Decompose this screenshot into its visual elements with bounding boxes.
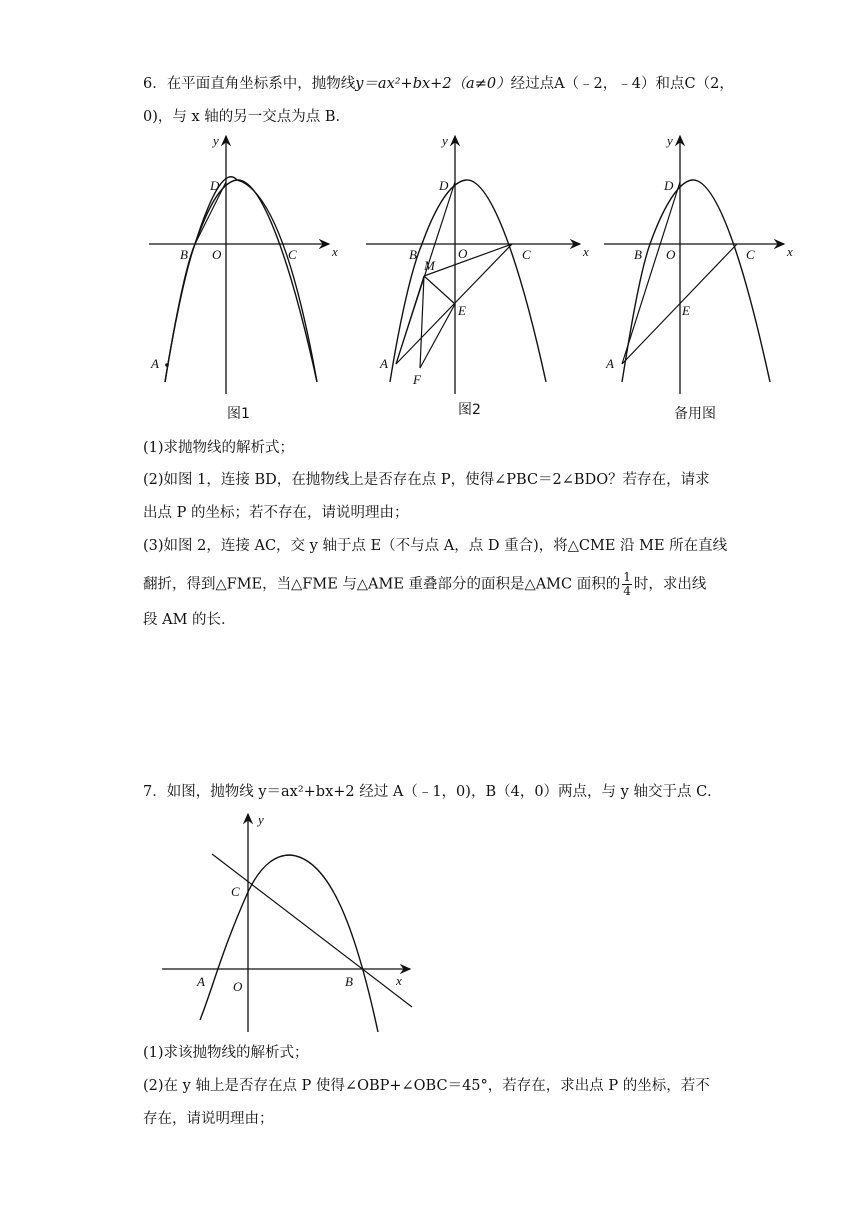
q7-part2-line2: 存在，请说明理由； (143, 1111, 274, 1127)
q6-part3-line1: (3)如图 2，连接 AC，交 y 轴于点 E（不与点 A，点 D 重合)，将△CME 沿 ME 所在直线 (143, 538, 728, 554)
svg-text:F: F (413, 372, 421, 387)
q6-figure-1 (143, 132, 343, 422)
q6-stem-line2: 0)，与 x 轴的另一交点为点 B． (143, 109, 351, 125)
svg-text:E: E (682, 303, 690, 318)
svg-text:x: x (787, 244, 793, 259)
svg-text:C: C (288, 247, 297, 262)
q7-figure (160, 810, 430, 1040)
svg-text:O: O (212, 247, 222, 262)
q7-part2-line1: (2)在 y 轴上是否存在点 P 使得∠OBP+∠OBC＝45°，若存在，求出点 P 的坐标，若不 (143, 1078, 710, 1094)
point-A (165, 363, 169, 367)
svg-text:B: B (180, 247, 188, 262)
q6-part3-line2: 翻折，得到△FME，当△FME 与△AME 重叠部分的面积是△AMC 面积的 $\frac{1}{4}$ 时，求出线 (143, 570, 707, 598)
svg-text:C: C (522, 247, 531, 262)
svg-text:备用图: 备用图 (674, 406, 716, 422)
parabola (165, 177, 317, 382)
svg-text:M: M (424, 258, 435, 273)
svg-text:C: C (746, 247, 755, 262)
q6-part1: (1)求抛物线的解析式； (143, 440, 295, 456)
svg-text:A: A (380, 356, 388, 371)
svg-text:O: O (666, 247, 676, 262)
svg-text:图1: 图1 (227, 406, 250, 422)
q7-part1: (1)求该抛物线的解析式； (143, 1045, 309, 1061)
svg-text:y: y (258, 812, 264, 827)
svg-text:x: x (583, 244, 589, 259)
svg-text:x: x (332, 244, 338, 259)
svg-text:O: O (233, 979, 243, 994)
q7-stem: 7．如图，抛物线 y＝ax²+bx+2 经过 A（﹣1，0)，B（4，0）两点，与 y 轴交于点 C． (143, 784, 722, 800)
svg-text:A: A (197, 974, 205, 989)
q6-part3-line3: 段 AM 的长． (143, 612, 236, 628)
svg-text:D: D (439, 178, 449, 193)
svg-text:图2: 图2 (458, 402, 481, 418)
fraction-one-quarter: $\frac{1}{4}$ (623, 570, 631, 598)
svg-text:y: y (213, 133, 219, 148)
svg-text:y: y (667, 133, 673, 148)
q6-figure-spare (600, 132, 800, 422)
svg-text:C: C (231, 884, 240, 899)
q6-equation: y＝ax²+bx+2（a≠0） (355, 76, 511, 92)
svg-text:E: E (458, 303, 466, 318)
q6-part2-line1: (2)如图 1，连接 BD，在抛物线上是否存在点 P，使得∠PBC＝2∠BDO？若存在，请求 (143, 472, 710, 488)
svg-text:D: D (210, 178, 220, 193)
svg-text:B: B (634, 247, 642, 262)
svg-text:B: B (345, 974, 353, 989)
svg-text:D: D (664, 178, 674, 193)
svg-text:A: A (606, 356, 614, 371)
svg-text:B: B (409, 247, 417, 262)
svg-text:y: y (442, 133, 448, 148)
q6-figure-2 (362, 132, 592, 422)
q6-part2-line2: 出点 P 的坐标；若不存在，请说明理由； (143, 505, 409, 521)
svg-text:A: A (151, 356, 159, 371)
svg-text:x: x (396, 973, 402, 988)
q6-stem-line1: 6．在平面直角坐标系中，抛物线y＝ax²+bx+2（a≠0）经过点A（﹣2，﹣4）和点C（2， (143, 76, 734, 92)
svg-text:O: O (458, 246, 468, 261)
